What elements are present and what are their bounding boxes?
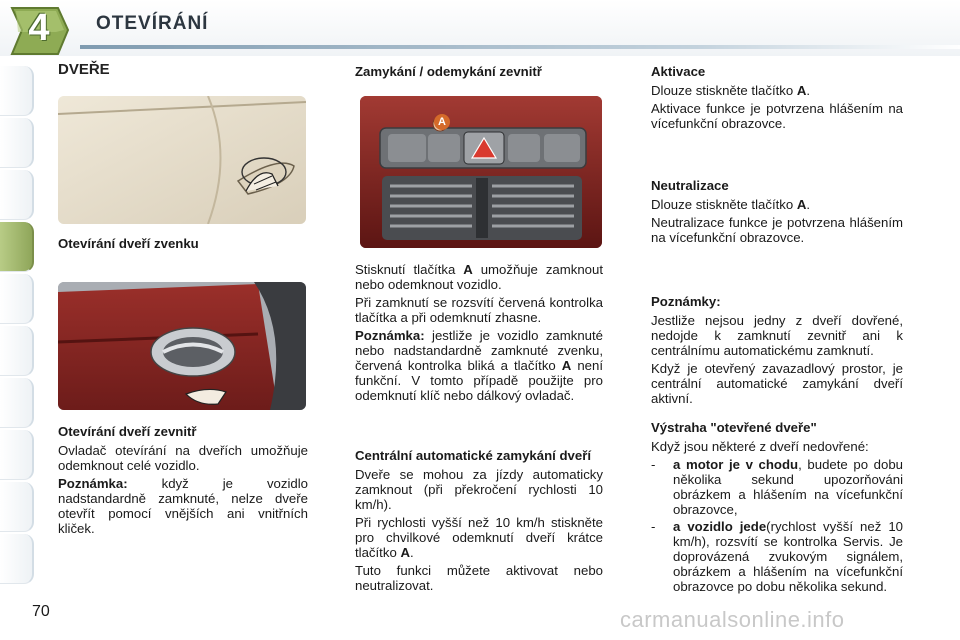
inside-text: Ovladač otevírání na dveřích umožňuje odemknout celé vozidlo. bbox=[58, 443, 308, 473]
lock-note-pre: jestliže je vozidlo zamknuté nebo nadstandardně zamknuté zvenku, červená kontrolka bliká a tlačítko bbox=[355, 328, 603, 373]
inner-door-handle-illustration bbox=[58, 282, 306, 410]
warning-p1: Když jsou některé z dveří nedovřené: bbox=[651, 439, 869, 454]
notes-p1: Jestliže nejsou jedny z dveří dovřené, nedojde k zamknutí zevnitř ani k centrálnímu automatickému zamknutí. bbox=[651, 313, 903, 358]
neutral-p1-button: A bbox=[796, 197, 807, 212]
list-text bbox=[673, 519, 903, 594]
activation-p1-pre: Dlouze stiskněte tlačítko bbox=[651, 83, 797, 98]
lock-button-marker: A bbox=[434, 114, 450, 130]
list-dash: - bbox=[651, 457, 656, 472]
figure-lock-button bbox=[360, 96, 602, 248]
list-rest: , budete po dobu několika sekund upozorňováni obrázkem a hlášením na vícefunkční obrazovce, bbox=[673, 457, 903, 517]
neutral-p2: Neutralizace funkce je potvrzena hlášením na vícefunkční obrazovce. bbox=[651, 215, 903, 245]
inside-note bbox=[58, 476, 308, 536]
central-p2-button: A bbox=[400, 545, 410, 560]
lock-note-post: není funkční. V tomto případě použijte pro odemknutí klíč nebo dálkový ovladač. bbox=[355, 358, 603, 403]
lock-note bbox=[355, 328, 603, 403]
lock-p1 bbox=[355, 262, 603, 292]
lock-p1-pre: Stisknutí tlačítka bbox=[355, 262, 464, 277]
list-item bbox=[651, 519, 903, 594]
list-text bbox=[673, 457, 903, 517]
chapter-tab[interactable] bbox=[0, 326, 34, 376]
note-label: Poznámka: bbox=[58, 476, 128, 491]
central-section bbox=[355, 448, 603, 596]
notes-heading: Poznámky: bbox=[651, 294, 721, 309]
central-p1: Dveře se mohou za jízdy automaticky zamknout (při překročení rychlosti 10 km/h). bbox=[355, 467, 603, 512]
inside-heading: Otevírání dveří zevnitř bbox=[58, 424, 197, 439]
chapter-number: 4 bbox=[28, 7, 50, 49]
lock-p1-post: umožňuje zamknout nebo odemknout vozidlo. bbox=[355, 262, 603, 292]
neutral-section bbox=[651, 178, 903, 248]
neutral-p1-post: . bbox=[806, 197, 811, 212]
chapter-tab[interactable] bbox=[0, 378, 34, 428]
notes-p2: Když je otevřený zavazadlový prostor, je centrální automatické zamykání dveří aktivní. bbox=[651, 361, 903, 406]
note-text: když je vozidlo nadstandardně zamknuté, nelze dveře otevřít pomocí vnějších ani vnitřních kliček. bbox=[58, 476, 308, 536]
central-p2 bbox=[355, 515, 603, 560]
chapter-tab[interactable] bbox=[0, 430, 34, 480]
dashboard-lock-button-illustration bbox=[360, 96, 602, 248]
chapter-tabs bbox=[0, 66, 34, 586]
list-bold: a motor je v chodu bbox=[673, 457, 799, 472]
central-p3: Tuto funkci můžete aktivovat nebo neutralizovat. bbox=[355, 563, 603, 593]
chapter-tab[interactable] bbox=[0, 482, 34, 532]
page-title: OTEVÍRÁNÍ bbox=[96, 13, 209, 34]
chapter-tab[interactable] bbox=[0, 118, 34, 168]
lock-note-label: Poznámka: bbox=[355, 328, 425, 343]
page-number: 70 bbox=[32, 603, 50, 620]
header-rule bbox=[80, 45, 960, 49]
figure-caption-outer: Otevírání dveří zvenku bbox=[58, 236, 199, 251]
activation-p1 bbox=[651, 83, 903, 98]
activation-p1-button: A bbox=[796, 83, 807, 98]
neutral-p1-pre: Dlouze stiskněte tlačítko bbox=[651, 197, 797, 212]
section-title: DVEŘE bbox=[58, 61, 110, 78]
activation-section bbox=[651, 64, 903, 134]
chapter-tab[interactable] bbox=[0, 534, 34, 584]
warning-heading: Výstraha "otevřené dveře" bbox=[651, 420, 817, 435]
chapter-tab[interactable] bbox=[0, 274, 34, 324]
lock-heading: Zamykání / odemykání zevnitř bbox=[355, 64, 542, 79]
figure-inner-handle bbox=[58, 282, 306, 410]
central-p2-post: . bbox=[409, 545, 414, 560]
lock-p1-button: A bbox=[463, 262, 473, 277]
chapter-tab[interactable] bbox=[0, 170, 34, 220]
activation-p2: Aktivace funkce je potvrzena hlášením na vícefunkční obrazovce. bbox=[651, 101, 903, 131]
neutral-p1 bbox=[651, 197, 903, 212]
warning-section bbox=[651, 420, 903, 596]
notes-section bbox=[651, 294, 903, 409]
watermark: carmanualsonline.info bbox=[620, 607, 845, 632]
chapter-tab[interactable] bbox=[0, 66, 34, 116]
lock-p2: Při zamknutí se rozsvítí červená kontrolka tlačítka a při odemknutí zhasne. bbox=[355, 295, 603, 325]
central-p2-pre: Při rychlosti vyšší než 10 km/h stiskněte pro chvilkové odemknutí dveří krátce tlačítko bbox=[355, 515, 603, 560]
chapter-tab-active[interactable] bbox=[0, 222, 34, 272]
list-item bbox=[651, 457, 903, 517]
lock-section bbox=[355, 262, 603, 406]
neutral-heading: Neutralizace bbox=[651, 178, 729, 193]
activation-p1-post: . bbox=[806, 83, 811, 98]
inside-section bbox=[58, 424, 308, 539]
lock-note-button: A bbox=[561, 358, 572, 373]
list-bold: a vozidlo jede bbox=[673, 519, 767, 534]
list-dash: - bbox=[651, 519, 656, 534]
list-rest: (rychlost vyšší než 10 km/h), rozsvítí se kontrolka Servis. Je doprovázená zvukovým signálem, obrázkem a hlášením na vícefunkční obrazovce po dobu několika sekund. bbox=[673, 519, 903, 594]
activation-heading: Aktivace bbox=[651, 64, 706, 79]
central-heading: Centrální automatické zamykání dveří bbox=[355, 448, 591, 463]
outer-door-handle-illustration bbox=[58, 96, 306, 224]
figure-outer-handle bbox=[58, 96, 306, 224]
